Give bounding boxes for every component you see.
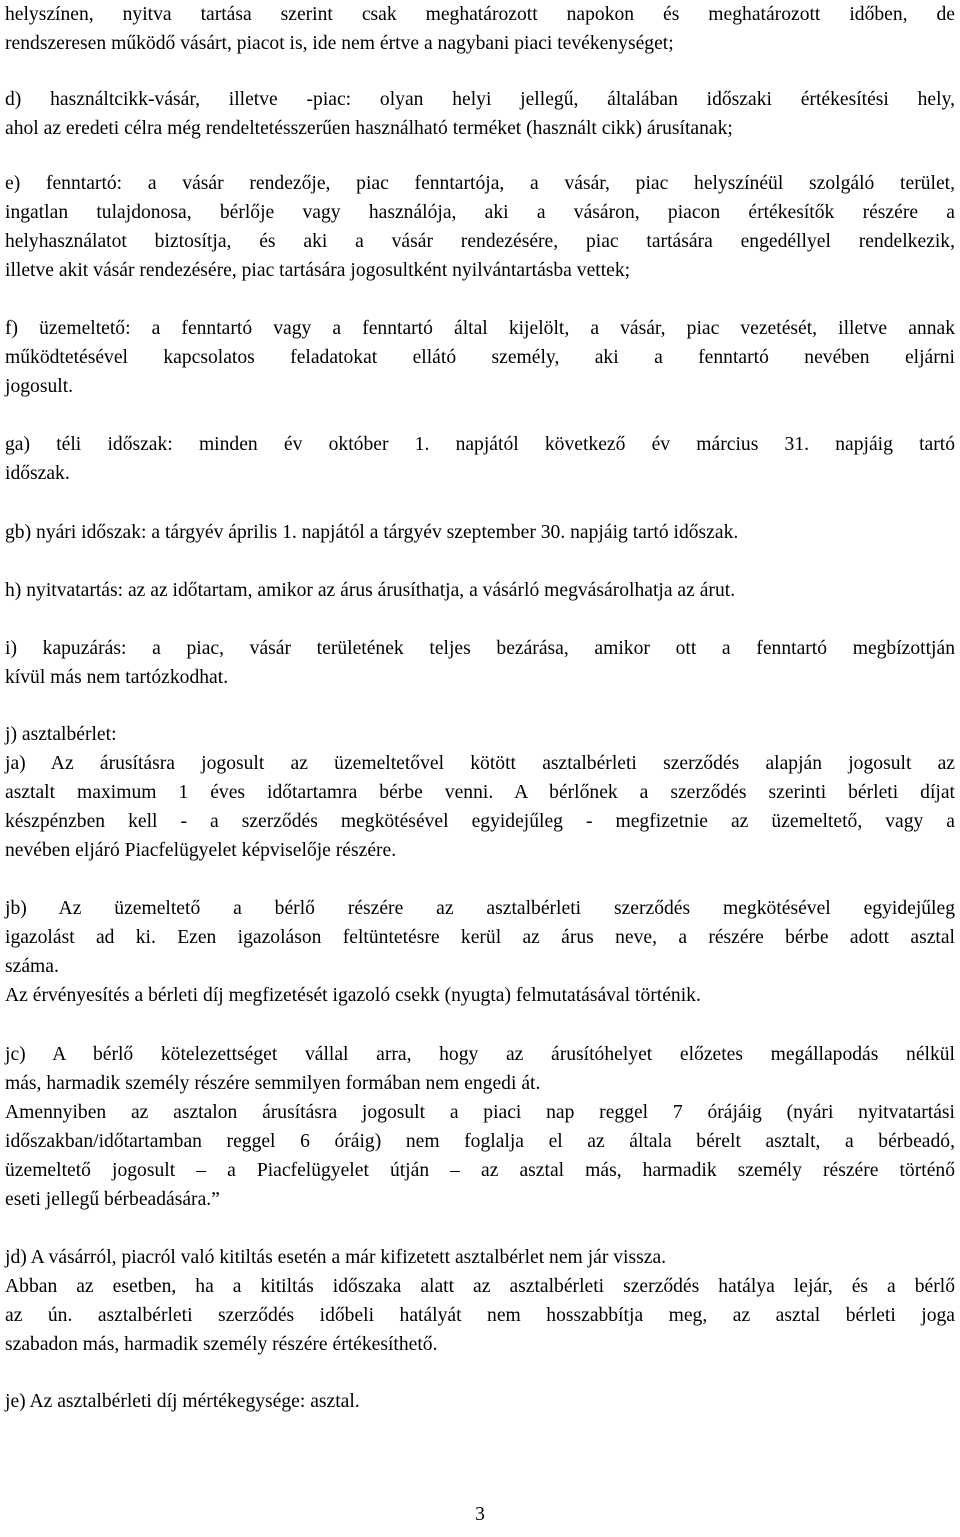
text-line: szabadon más, harmadik személy részére értékesíthető. — [5, 1334, 438, 1355]
paragraph-i — [5, 634, 955, 692]
paragraph-d — [5, 85, 955, 143]
text-line: e) fenntartó: a vásár rendezője, piac fenntartója, a vásár, piac helyszínéül szolgáló terület, — [5, 173, 955, 194]
text-line: jc) A bérlő kötelezettséget vállal arra, hogy az árusítóhelyet előzetes megállapodás nélkül — [5, 1044, 955, 1065]
page-number: 3 — [475, 1504, 485, 1525]
text-line: készpénzben kell - a szerződés megkötésével egyidejűleg - megfizetnie az üzemeltető, vagy a — [5, 811, 955, 832]
paragraph-j — [5, 720, 955, 865]
text-line: gb) nyári időszak: a tárgyév április 1. napjától a tárgyév szeptember 30. napjáig tartó időszak. — [5, 522, 739, 543]
paragraph-gb — [5, 518, 955, 547]
text-line: helyhasználatot biztosítja, és aki a vásár rendezésére, piac tartására engedéllyel rendelkezik, — [5, 231, 955, 252]
text-line: kívül más nem tartózkodhat. — [5, 667, 229, 688]
paragraph-h — [5, 576, 955, 605]
text-line: h) nyitvatartás: az az időtartam, amikor az árus árusíthatja, a vásárló megvásárolhatja az árut. — [5, 580, 736, 601]
text-line: ja) Az árusításra jogosult az üzemeltetővel kötött asztalbérleti szerződés alapján jogosult az — [5, 753, 955, 774]
text-line: f) üzemeltető: a fenntartó vagy a fenntartó által kijelölt, a vásár, piac vezetését, illetve annak — [5, 318, 955, 339]
text-line: i) kapuzárás: a piac, vásár területének teljes bezárása, amikor ott a fenntartó megbízottján — [5, 638, 955, 659]
text-line: j) asztalbérlet: — [5, 724, 117, 745]
text-line: nevében eljáró Piacfelügyelet képviselője részére. — [5, 840, 397, 861]
paragraph-jd — [5, 1243, 955, 1359]
text-line: igazolást ad ki. Ezen igazoláson feltüntetésre kerül az árus neve, a részére bérbe adott asztal — [5, 927, 955, 948]
text-line: működtetésével kapcsolatos feladatokat ellátó személy, aki a fenntartó nevében eljárni — [5, 347, 955, 368]
paragraph-jb — [5, 894, 955, 1010]
paragraph-intro — [5, 0, 955, 58]
text-line: Abban az esetben, ha a kitiltás időszaka alatt az asztalbérleti szerződés hatálya lejár, és a bérlő — [5, 1276, 955, 1297]
text-line: illetve akit vásár rendezésére, piac tartására jogosultként nyilvántartásba vettek; — [5, 260, 631, 281]
text-line: jd) A vásárról, piacról való kitiltás esetén a már kifizetett asztalbérlet nem jár vissza. — [5, 1247, 667, 1268]
paragraph-f — [5, 314, 955, 401]
text-line: más, harmadik személy részére semmilyen formában nem engedi át. — [5, 1073, 541, 1094]
text-line: je) Az asztalbérleti díj mértékegysége: asztal. — [5, 1391, 360, 1412]
text-line: helyszínen, nyitva tartása szerint csak meghatározott napokon és meghatározott időben, de — [5, 4, 955, 25]
text-line: jb) Az üzemeltető a bérlő részére az asztalbérleti szerződés megkötésével egyidejűleg — [5, 898, 955, 919]
paragraph-jc — [5, 1040, 955, 1214]
text-line: Amennyiben az asztalon árusításra jogosult a piaci nap reggel 7 órájáig (nyári nyitvatartási — [5, 1102, 955, 1123]
paragraph-e — [5, 169, 955, 285]
text-line: rendszeresen működő vásárt, piacot is, ide nem értve a nagybani piaci tevékenységet; — [5, 33, 674, 54]
text-line: ingatlan tulajdonosa, bérlője vagy használója, aki a vásáron, piacon értékesítők részére a — [5, 202, 955, 223]
text-line: eseti jellegű bérbeadására.” — [5, 1189, 220, 1210]
text-line: üzemeltető jogosult – a Piacfelügyelet útján – az asztal más, harmadik személy részére történő — [5, 1160, 955, 1181]
text-line: időszak. — [5, 463, 70, 484]
text-line: száma. — [5, 956, 59, 977]
text-line: jogosult. — [5, 376, 74, 397]
text-line: ga) téli időszak: minden év október 1. napjától következő év március 31. napjáig tartó — [5, 434, 955, 455]
text-line: d) használtcikk-vásár, illetve -piac: olyan helyi jellegű, általában időszaki értékesítési hely, — [5, 89, 955, 110]
text-line: az ún. asztalbérleti szerződés időbeli hatályát nem hosszabbítja meg, az asztal bérleti joga — [5, 1305, 955, 1326]
text-line: Az érvényesítés a bérleti díj megfizetését igazoló csekk (nyugta) felmutatásával történik. — [5, 985, 701, 1006]
text-line: asztalt maximum 1 éves időtartamra bérbe venni. A bérlőnek a szerződés szerinti bérleti díjat — [5, 782, 955, 803]
paragraph-je — [5, 1387, 955, 1416]
text-line: időszakban/időtartamban reggel 6 óráig) nem foglalja el az általa bérelt asztalt, a bérbeadó, — [5, 1131, 955, 1152]
text-line: ahol az eredeti célra még rendeltetésszerűen használható terméket (használt cikk) árusítanak; — [5, 118, 733, 139]
paragraph-ga — [5, 430, 955, 488]
